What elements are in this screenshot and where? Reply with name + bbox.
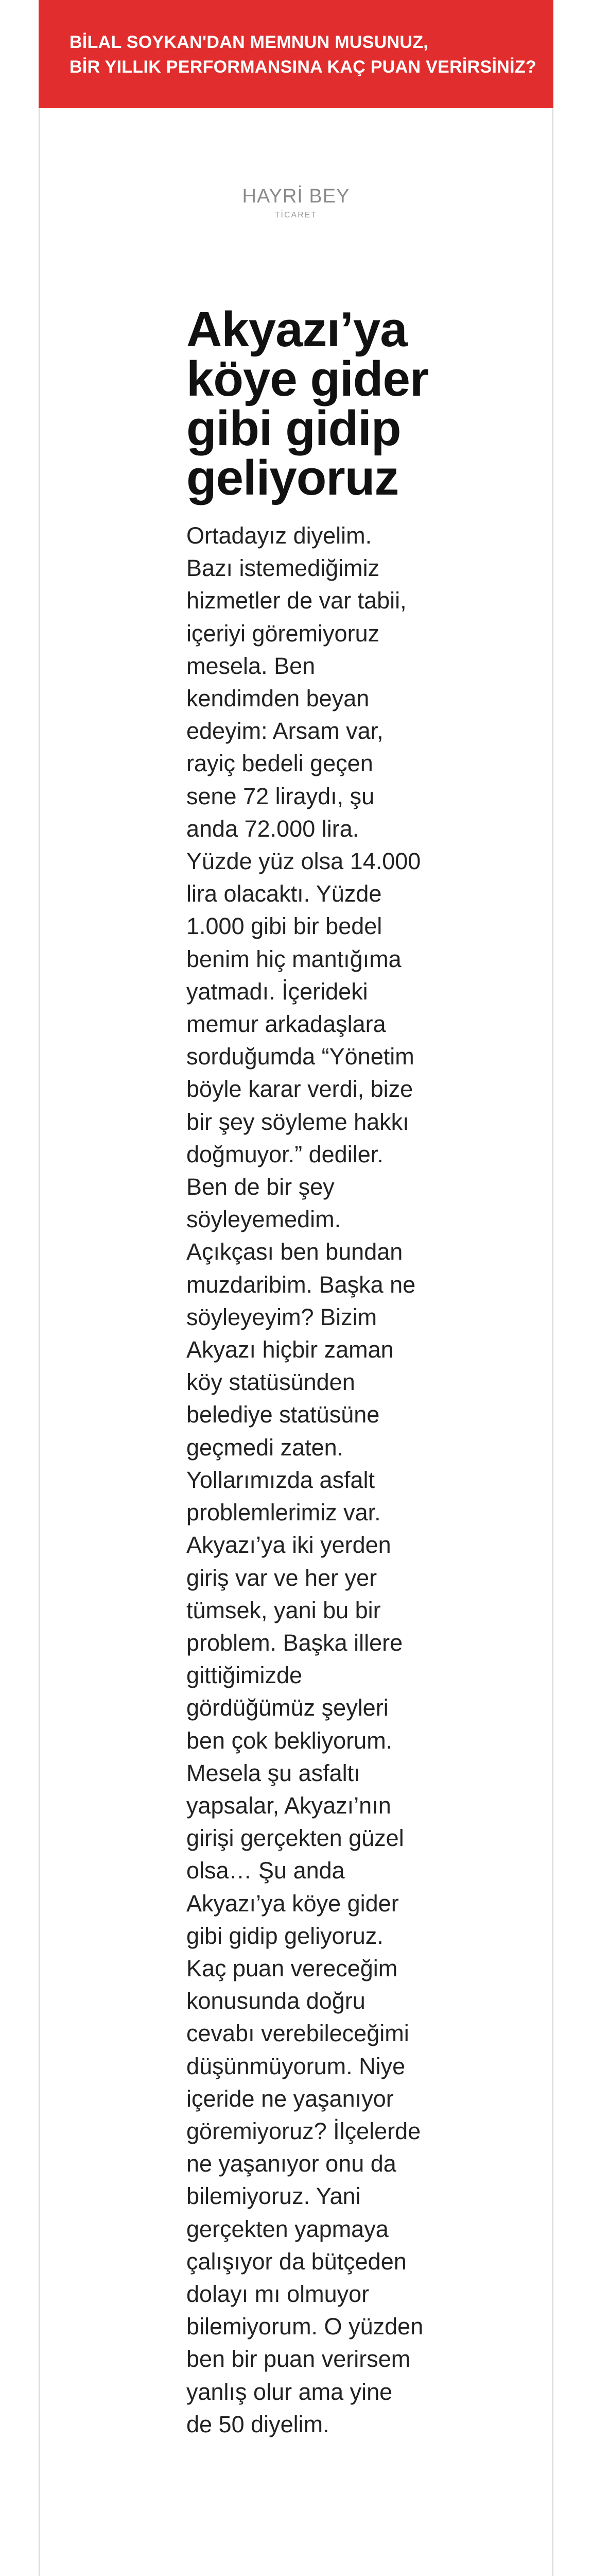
body-line: lira olacaktı. Yüzde <box>186 880 382 907</box>
body-line: ben bir puan verirsem <box>186 2346 411 2372</box>
body-line: Kaç puan vereceğim <box>186 1955 398 1981</box>
body-line: gerçekten yapmaya <box>186 2215 389 2242</box>
body-line: içeriyi göremiyoruz <box>186 620 380 647</box>
body-line: gibi gidip geliyoruz. <box>186 1922 384 1949</box>
body-line: tümsek, yani bu bir <box>186 1597 381 1623</box>
body-line: olsa… Şu anda <box>186 1857 345 1884</box>
body-line: Akyazı’ya iki yerden <box>186 1532 391 1558</box>
body-line: sorduğumda “Yönetim <box>186 1043 414 1070</box>
body-line: mesela. Ben <box>186 652 316 679</box>
body-line: benim hiç mantığıma <box>186 945 402 972</box>
body-line: söyleyemedim. <box>186 1206 341 1233</box>
body-line: muzdaribim. Başka ne <box>186 1271 416 1298</box>
body-line: problemlerimiz var. <box>186 1499 381 1526</box>
body-line: Açıkçası ben bundan <box>186 1239 403 1265</box>
body-line: 1.000 gibi bir bedel <box>186 913 382 940</box>
headline-line: Akyazı’ya <box>186 302 407 357</box>
body-line: gördüğümüz şeyleri <box>186 1694 389 1721</box>
headline-line: gibi gidip <box>186 401 401 456</box>
body-line: sene 72 liraydı, şu <box>186 783 375 809</box>
headline-line: köye gider <box>186 351 429 406</box>
article-headline <box>186 302 433 505</box>
body-line: Yollarımızda asfalt <box>186 1466 375 1493</box>
body-line: çalışıyor da bütçeden <box>186 2248 407 2275</box>
body-line: anda 72.000 lira. <box>186 815 359 842</box>
body-line: dolayı mı olmuyor <box>186 2280 370 2307</box>
body-line: kendimden beyan <box>186 685 370 712</box>
page-border-right <box>552 108 553 2576</box>
body-line: de 50 diyelim. <box>186 2411 329 2437</box>
body-line: bilemiyorum. O yüzden <box>186 2313 424 2340</box>
body-line: gittiğimizde <box>186 1662 303 1689</box>
banner-line-1: BİLAL SOYKAN'DAN MEMNUN MUSUNUZ, <box>69 32 429 52</box>
body-line: yapsalar, Akyazı’nın <box>186 1792 391 1819</box>
body-line: yatmadı. İçerideki <box>186 978 368 1005</box>
body-line: memur arkadaşlara <box>186 1011 386 1038</box>
body-line: bilemiyoruz. Yani <box>186 2183 361 2210</box>
body-line: Akyazı’ya köye gider <box>186 1890 399 1917</box>
article-body <box>186 519 423 2441</box>
body-line: giriş var ve her yer <box>186 1564 377 1591</box>
body-line: Ortadayız diyelim. <box>186 522 372 549</box>
author-name: HAYRİ BEY <box>242 185 350 207</box>
body-line: Ben de bir şey <box>186 1174 335 1200</box>
body-line: problem. Başka illere <box>186 1629 403 1656</box>
body-line: göremiyoruz? İlçelerde <box>186 2117 421 2144</box>
body-line: geçmedi zaten. <box>186 1434 344 1461</box>
body-line: Mesela şu asfaltı <box>186 1759 360 1786</box>
body-line: köy statüsünden <box>186 1369 355 1396</box>
body-line: hizmetler de var tabii, <box>186 587 407 614</box>
body-line: edeyim: Arsam var, <box>186 718 384 744</box>
body-line: bir şey söyleme hakkı <box>186 1108 409 1135</box>
body-line: ne yaşanıyor onu da <box>186 2150 396 2177</box>
body-line: konusunda doğru <box>186 1988 365 2014</box>
body-line: söyleyeyim? Bizim <box>186 1303 377 1330</box>
body-line: böyle karar verdi, bize <box>186 1076 413 1103</box>
question-banner <box>39 0 553 108</box>
body-line: içeride ne yaşanıyor <box>186 2085 394 2112</box>
body-line: Yüzde yüz olsa 14.000 <box>186 848 421 875</box>
body-line: düşünmüyorum. Niye <box>186 2053 406 2079</box>
body-line: yanlış olur ama yine <box>186 2378 393 2405</box>
author-section: TİCARET <box>274 211 318 219</box>
body-line: Bazı istemediğimiz <box>186 555 380 582</box>
body-line: ben çok bekliyorum. <box>186 1727 393 1754</box>
author-block <box>0 185 592 220</box>
body-line: belediye statüsüne <box>186 1401 380 1428</box>
body-line: girişi gerçekten güzel <box>186 1825 404 1852</box>
body-line: doğmuyor.” dediler. <box>186 1141 384 1167</box>
banner-line-2: BİR YILLIK PERFORMANSINA KAÇ PUAN VERİRSİNİZ? <box>69 57 536 77</box>
headline-line: geliyoruz <box>186 450 399 505</box>
body-line: Akyazı hiçbir zaman <box>186 1336 394 1363</box>
page-border-left <box>39 108 40 2576</box>
body-line: cevabı verebileceğimi <box>186 2020 409 2047</box>
body-line: rayiç bedeli geçen <box>186 750 373 777</box>
